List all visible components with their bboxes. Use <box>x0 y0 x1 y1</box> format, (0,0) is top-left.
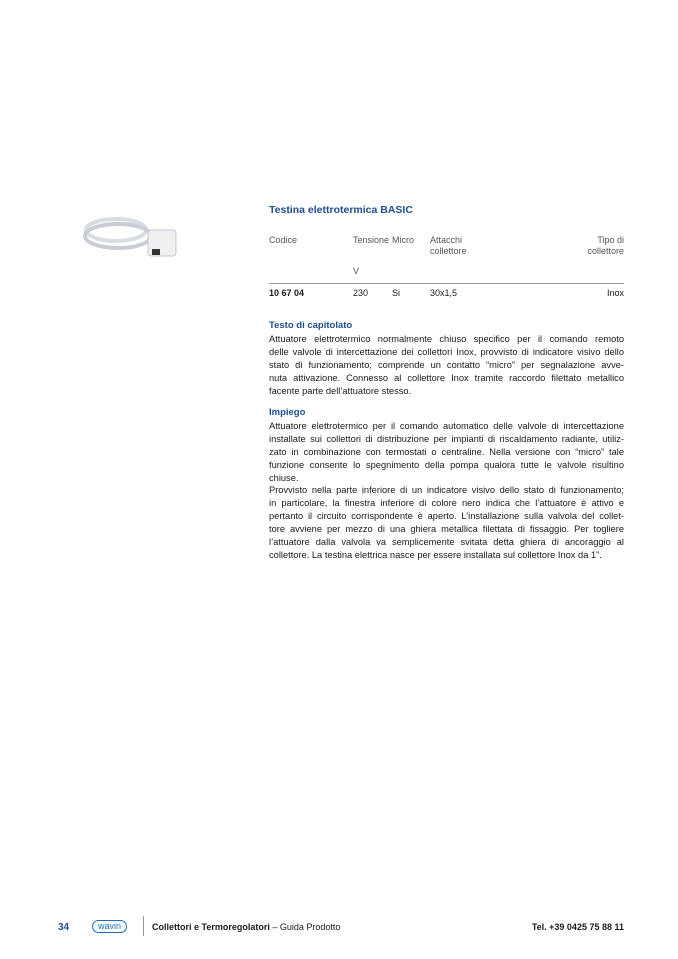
footer-title-bold: Collettori e Termoregolatori <box>152 922 270 932</box>
paragraph-line: facente parte dell’attuatore stesso. <box>269 385 412 396</box>
col-header-tensione: Tensione <box>353 235 390 245</box>
cell-codice: 10 67 04 <box>269 288 305 298</box>
paragraph-line: Attuatore elettrotermico per il comando automatico delle valvole di intercettazione <box>269 420 624 431</box>
footer-title-rest: – Guida Prodotto <box>269 922 341 932</box>
paragraph-line: chiuse. <box>269 472 299 483</box>
paragraph-line: Provvisto nella parte inferiore di un indicatore visivo dello stato di funzionamento; <box>269 485 624 496</box>
paragraph-line: stato di funzionamento; comprende un contatto “micro” per segnalazione avve- <box>269 359 624 370</box>
footer-title <box>152 922 340 932</box>
col-header-attacchi: Attacchi collettore <box>430 235 467 256</box>
paragraph-line: delle valvole di intercettazione dei collettori Inox, provvisto di indicatore visivo dello <box>269 346 624 357</box>
col-header-micro: Micro <box>392 235 414 245</box>
page-number: 34 <box>58 922 70 933</box>
actuator-product-image <box>78 200 190 270</box>
section-heading: Testo di capitolato <box>269 320 353 331</box>
paragraph-line: pertanto il circuito corrispondente è aperto. L’installazione sulla valvola del collet- <box>269 511 624 522</box>
paragraph-line: l’attuatore dalla valvola va semplicemente svitata detta ghiera di ancoraggio al <box>269 537 624 548</box>
paragraph-line: nuta attivazione. Connesso al collettore Inox tramite raccordo filettato metallico <box>269 372 624 383</box>
cell-tipo: Inox <box>606 288 624 298</box>
footer-phone: Tel. +39 0425 75 88 11 <box>531 922 624 932</box>
cell-micro: Si <box>392 288 401 298</box>
paragraph-line: funzione consente lo spegnimento della pompa qualora tutte le valvole risultino <box>269 459 624 470</box>
table-divider <box>269 283 624 284</box>
paragraph-line: in particolare, la finestra inferiore di colore nero indica che l’attuatore è attivo e <box>269 498 624 509</box>
section-impiego <box>269 407 624 562</box>
paragraph-line: collettore. La testina elettrica nasce per essere installata sul collettore Inox da 1”. <box>269 549 602 560</box>
paragraph-line: zato in combinazione con termostati o centraline. Nella versione con “micro” tale <box>269 446 624 457</box>
paragraph-line: installate sui collettori di distribuzione per impianti di riscaldamento radiante, utiliz- <box>269 433 624 444</box>
product-title: Testina elettrotermica BASIC <box>269 204 413 216</box>
wavin-logo: wavin <box>92 920 127 933</box>
section-capitolato <box>269 320 624 397</box>
cell-attacchi: 30x1,5 <box>430 288 458 298</box>
section-heading: Impiego <box>269 407 306 418</box>
footer <box>0 920 678 936</box>
cell-tensione: 230 <box>353 288 369 298</box>
col-header-codice: Codice <box>269 235 298 245</box>
col-header-tipo: Tipo di collettore <box>587 235 624 256</box>
unit-label: V <box>353 266 360 276</box>
footer-divider <box>143 916 144 936</box>
paragraph-line: Attuatore elettrotermico normalmente chiuso specifico per il comando remoto <box>269 333 624 344</box>
paragraph-line: tore avviene per mezzo di una ghiera metallica filettata di fissaggio. Per togliere <box>269 524 624 535</box>
